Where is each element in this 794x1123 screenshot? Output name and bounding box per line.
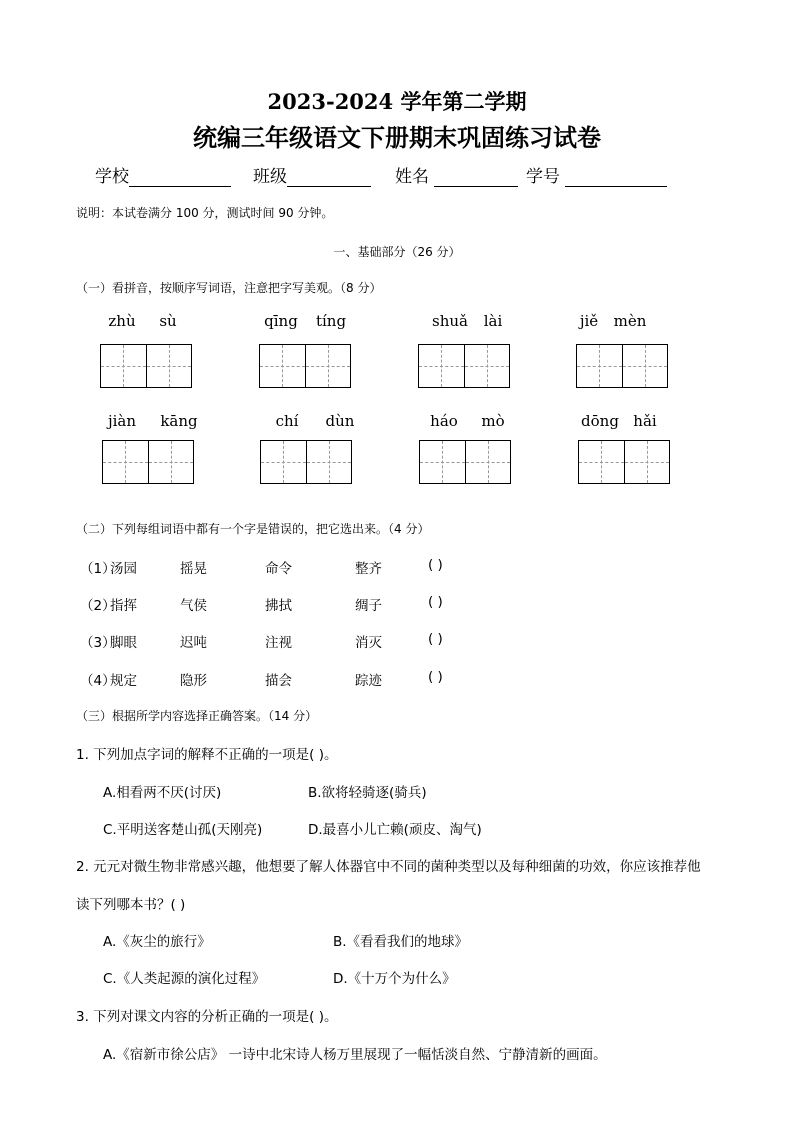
pinyin: mèn bbox=[613, 312, 647, 330]
question-3-stem: 3. 下列对课文内容的分析正确的一项是( )。 bbox=[76, 1009, 338, 1025]
answer-blank[interactable]: ( ) bbox=[428, 557, 443, 573]
writing-cell[interactable] bbox=[579, 441, 624, 483]
writing-cell[interactable] bbox=[260, 345, 305, 387]
word: 绸子 bbox=[355, 598, 382, 614]
option-b[interactable]: B.欲将轻骑逐(骑兵) bbox=[308, 785, 427, 801]
word: 拂拭 bbox=[265, 598, 292, 614]
number-label: 学号 bbox=[526, 167, 560, 187]
item-number: （1） bbox=[80, 561, 116, 577]
word: 描会 bbox=[265, 673, 292, 689]
exam-title: 统编三年级语文下册期末巩固练习试卷 bbox=[193, 123, 601, 152]
word: 消灭 bbox=[355, 635, 382, 651]
option-b[interactable]: B.《看看我们的地球》 bbox=[333, 934, 469, 950]
option-c[interactable]: C.《人类起源的演化过程》 bbox=[103, 971, 266, 987]
writing-grid[interactable] bbox=[419, 440, 511, 484]
writing-cell[interactable] bbox=[261, 441, 306, 483]
pinyin: shuǎ bbox=[432, 312, 468, 330]
option-a[interactable]: A.《灰尘的旅行》 bbox=[103, 934, 211, 950]
word: 命令 bbox=[265, 561, 292, 577]
pinyin: háo bbox=[430, 412, 458, 430]
writing-cell[interactable] bbox=[101, 345, 146, 387]
writing-cell[interactable] bbox=[420, 441, 465, 483]
pinyin: mò bbox=[481, 412, 505, 430]
writing-cell[interactable] bbox=[622, 345, 668, 387]
answer-blank[interactable]: ( ) bbox=[428, 669, 443, 685]
name-field bbox=[395, 162, 518, 187]
exam-note: 说明：本试卷满分 100 分，测试时间 90 分钟。 bbox=[76, 206, 334, 220]
word: 迟吨 bbox=[180, 635, 207, 651]
word: 指挥 bbox=[110, 598, 137, 614]
pinyin: zhù bbox=[108, 312, 136, 330]
part2-heading: （二）下列每组词语中都有一个字是错误的，把它选出来。（4 分） bbox=[76, 522, 430, 536]
word: 汤园 bbox=[110, 561, 137, 577]
section-heading: 一、基础部分（26 分） bbox=[333, 245, 461, 259]
word: 摇晃 bbox=[180, 561, 207, 577]
item-number: （2） bbox=[80, 598, 116, 614]
number-field bbox=[526, 162, 667, 187]
question-1-stem: 1. 下列加点字词的解释不正确的一项是( )。 bbox=[76, 747, 338, 763]
class-blank[interactable] bbox=[287, 169, 371, 187]
pinyin: hǎi bbox=[633, 412, 657, 430]
word: 踪迹 bbox=[355, 673, 382, 689]
word: 规定 bbox=[110, 673, 137, 689]
pinyin: kāng bbox=[160, 412, 198, 430]
class-field bbox=[253, 162, 371, 187]
word: 整齐 bbox=[355, 561, 382, 577]
writing-cell[interactable] bbox=[306, 441, 352, 483]
writing-cell[interactable] bbox=[624, 441, 670, 483]
name-blank[interactable] bbox=[434, 169, 518, 187]
writing-cell[interactable] bbox=[464, 345, 510, 387]
word: 脚眼 bbox=[110, 635, 137, 651]
option-d[interactable]: D.《十万个为什么》 bbox=[333, 971, 456, 987]
name-label: 姓名 bbox=[395, 167, 429, 187]
pinyin: tíng bbox=[315, 312, 347, 330]
word: 隐形 bbox=[180, 673, 207, 689]
class-label: 班级 bbox=[253, 167, 287, 187]
writing-grid[interactable] bbox=[260, 440, 352, 484]
writing-grid[interactable] bbox=[259, 344, 351, 388]
pinyin: dōng bbox=[581, 412, 619, 430]
writing-cell[interactable] bbox=[577, 345, 622, 387]
item-number: （3） bbox=[80, 635, 116, 651]
option-a[interactable]: A.《宿新市徐公店》 一诗中北宋诗人杨万里展现了一幅恬淡自然、宁静清新的画面。 bbox=[103, 1047, 607, 1063]
term-title: 2023-2024 学年第二学期 bbox=[267, 89, 527, 114]
writing-grid[interactable] bbox=[100, 344, 192, 388]
writing-cell[interactable] bbox=[146, 345, 192, 387]
pinyin: chí bbox=[275, 412, 299, 430]
writing-cell[interactable] bbox=[148, 441, 194, 483]
word: 注视 bbox=[265, 635, 292, 651]
writing-cell[interactable] bbox=[465, 441, 511, 483]
pinyin: lài bbox=[483, 312, 503, 330]
school-blank[interactable] bbox=[129, 169, 231, 187]
option-c[interactable]: C.平明送客楚山孤(天刚亮) bbox=[103, 822, 263, 838]
writing-cell[interactable] bbox=[305, 345, 351, 387]
number-blank[interactable] bbox=[565, 169, 667, 187]
question-2-stem-cont: 读下列哪本书？( ) bbox=[76, 897, 186, 913]
option-a[interactable]: A.相看两不厌(讨厌) bbox=[103, 785, 222, 801]
option-d[interactable]: D.最喜小儿亡赖(顽皮、淘气) bbox=[308, 822, 482, 838]
answer-blank[interactable]: ( ) bbox=[428, 594, 443, 610]
pinyin: jiě bbox=[579, 312, 599, 330]
word: 气侯 bbox=[180, 598, 207, 614]
question-2-stem: 2. 元元对微生物非常感兴趣，他想要了解人体器官中不同的菌种类型以及每种细菌的功效，你应该推荐他 bbox=[76, 859, 701, 875]
writing-grid[interactable] bbox=[576, 344, 668, 388]
writing-grid[interactable] bbox=[418, 344, 510, 388]
part3-heading: （三）根据所学内容选择正确答案。（14 分） bbox=[76, 709, 318, 723]
pinyin: jiàn bbox=[107, 412, 137, 430]
pinyin: qīng bbox=[264, 312, 298, 330]
school-label: 学校 bbox=[95, 167, 129, 187]
item-number: （4） bbox=[80, 673, 116, 689]
writing-grid[interactable] bbox=[578, 440, 670, 484]
part1-heading: （一）看拼音，按顺序写词语，注意把字写美观。（8 分） bbox=[76, 281, 382, 295]
answer-blank[interactable]: ( ) bbox=[428, 631, 443, 647]
pinyin: sù bbox=[159, 312, 177, 330]
school-field bbox=[95, 162, 231, 187]
writing-grid[interactable] bbox=[102, 440, 194, 484]
pinyin: dùn bbox=[325, 412, 355, 430]
writing-cell[interactable] bbox=[103, 441, 148, 483]
writing-cell[interactable] bbox=[419, 345, 464, 387]
